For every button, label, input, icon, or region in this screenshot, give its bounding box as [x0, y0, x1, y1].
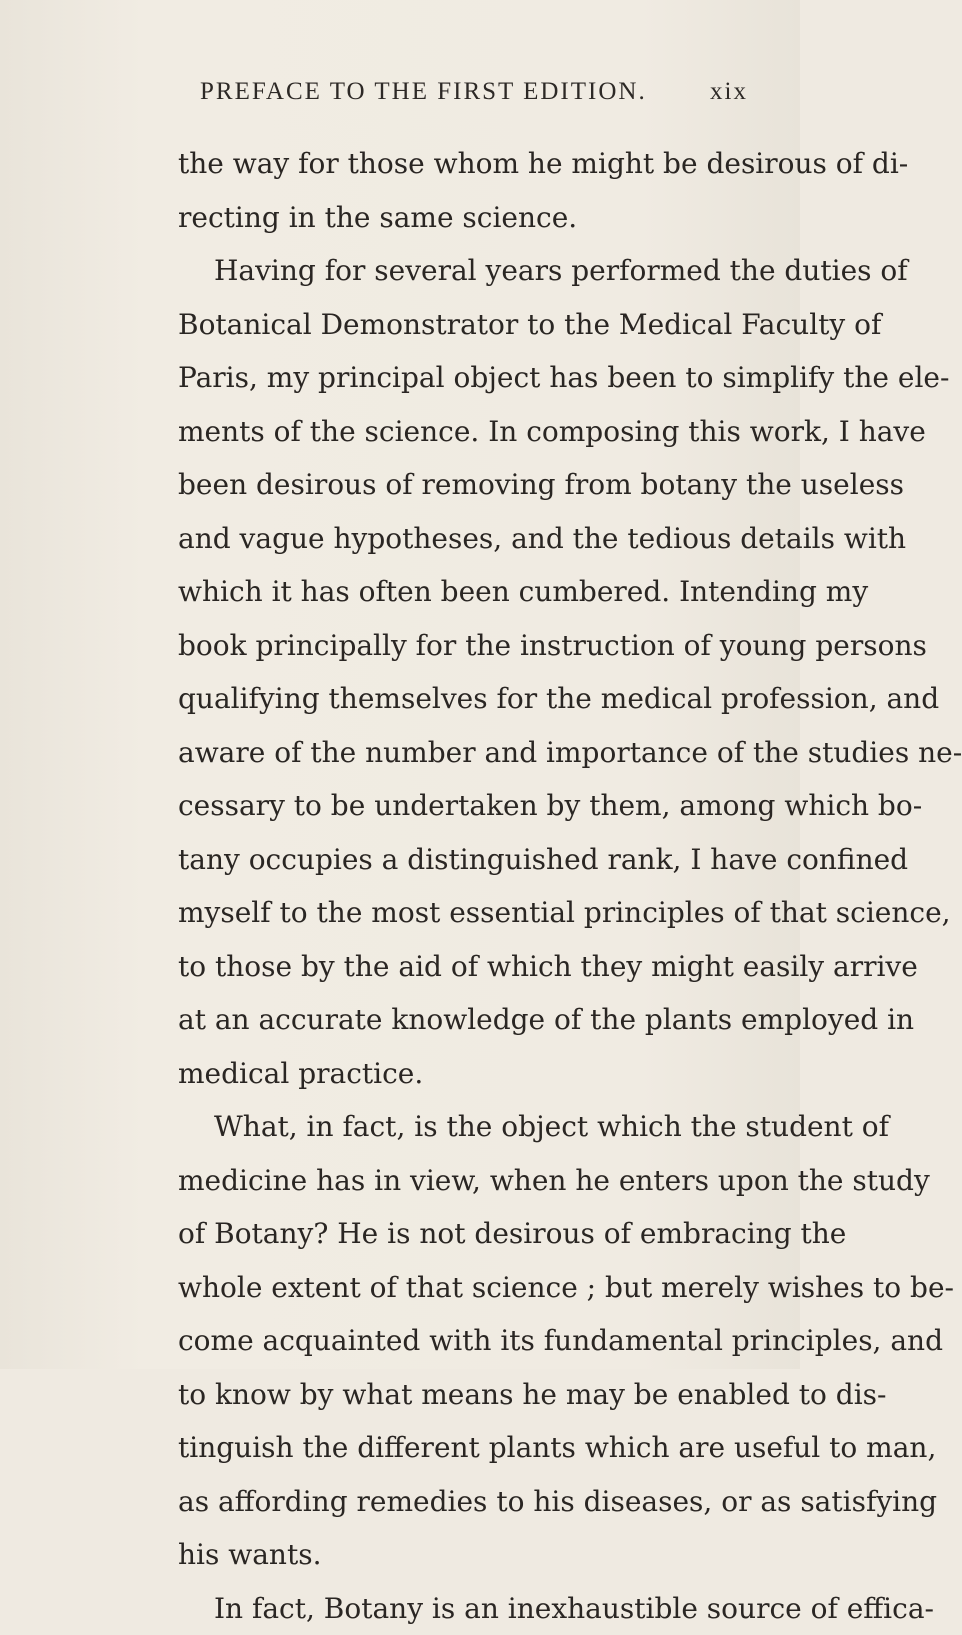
- running-title: PREFACE TO THE FIRST EDITION.: [200, 78, 647, 106]
- text-line: aware of the number and importance of the studies ne-: [178, 726, 748, 780]
- text-line: as affording remedies to his diseases, or as satisfying: [178, 1475, 748, 1529]
- text-line: his wants.: [178, 1528, 748, 1582]
- text-line: at an accurate knowledge of the plants employed in: [178, 993, 748, 1047]
- text-line: tany occupies a distinguished rank, I have confined: [178, 833, 748, 887]
- body-text: [178, 137, 748, 1635]
- text-line: Having for several years performed the duties of: [178, 244, 748, 298]
- text-line: What, in fact, is the object which the student of: [178, 1100, 748, 1154]
- text-line: come acquainted with its fundamental principles, and: [178, 1314, 748, 1368]
- text-line: the way for those whom he might be desirous of di-: [178, 137, 748, 191]
- running-head: [178, 0, 748, 128]
- text-line: qualifying themselves for the medical profession, and: [178, 672, 748, 726]
- text-line: book principally for the instruction of young persons: [178, 619, 748, 673]
- text-line: ments of the science. In composing this work, I have: [178, 405, 748, 459]
- text-line: whole extent of that science ; but merely wishes to be-: [178, 1261, 748, 1315]
- text-line: tinguish the different plants which are useful to man,: [178, 1421, 748, 1475]
- page-number: xix: [710, 78, 748, 106]
- text-line: recting in the same science.: [178, 191, 748, 245]
- text-line: Paris, my principal object has been to simplify the ele-: [178, 351, 748, 405]
- text-line: myself to the most essential principles of that science,: [178, 886, 748, 940]
- text-line: cessary to be undertaken by them, among which bo-: [178, 779, 748, 833]
- text-line: of Botany? He is not desirous of embracing the: [178, 1207, 748, 1261]
- text-line: In fact, Botany is an inexhaustible source of effica-: [178, 1582, 748, 1635]
- text-line: Botanical Demonstrator to the Medical Faculty of: [178, 298, 748, 352]
- text-line: medicine has in view, when he enters upon the study: [178, 1154, 748, 1208]
- text-line: and vague hypotheses, and the tedious details with: [178, 512, 748, 566]
- text-line: to know by what means he may be enabled to dis-: [178, 1368, 748, 1422]
- text-line: medical practice.: [178, 1047, 748, 1101]
- text-line: been desirous of removing from botany the useless: [178, 458, 748, 512]
- text-line: which it has often been cumbered. Intending my: [178, 565, 748, 619]
- text-line: to those by the aid of which they might easily arrive: [178, 940, 748, 994]
